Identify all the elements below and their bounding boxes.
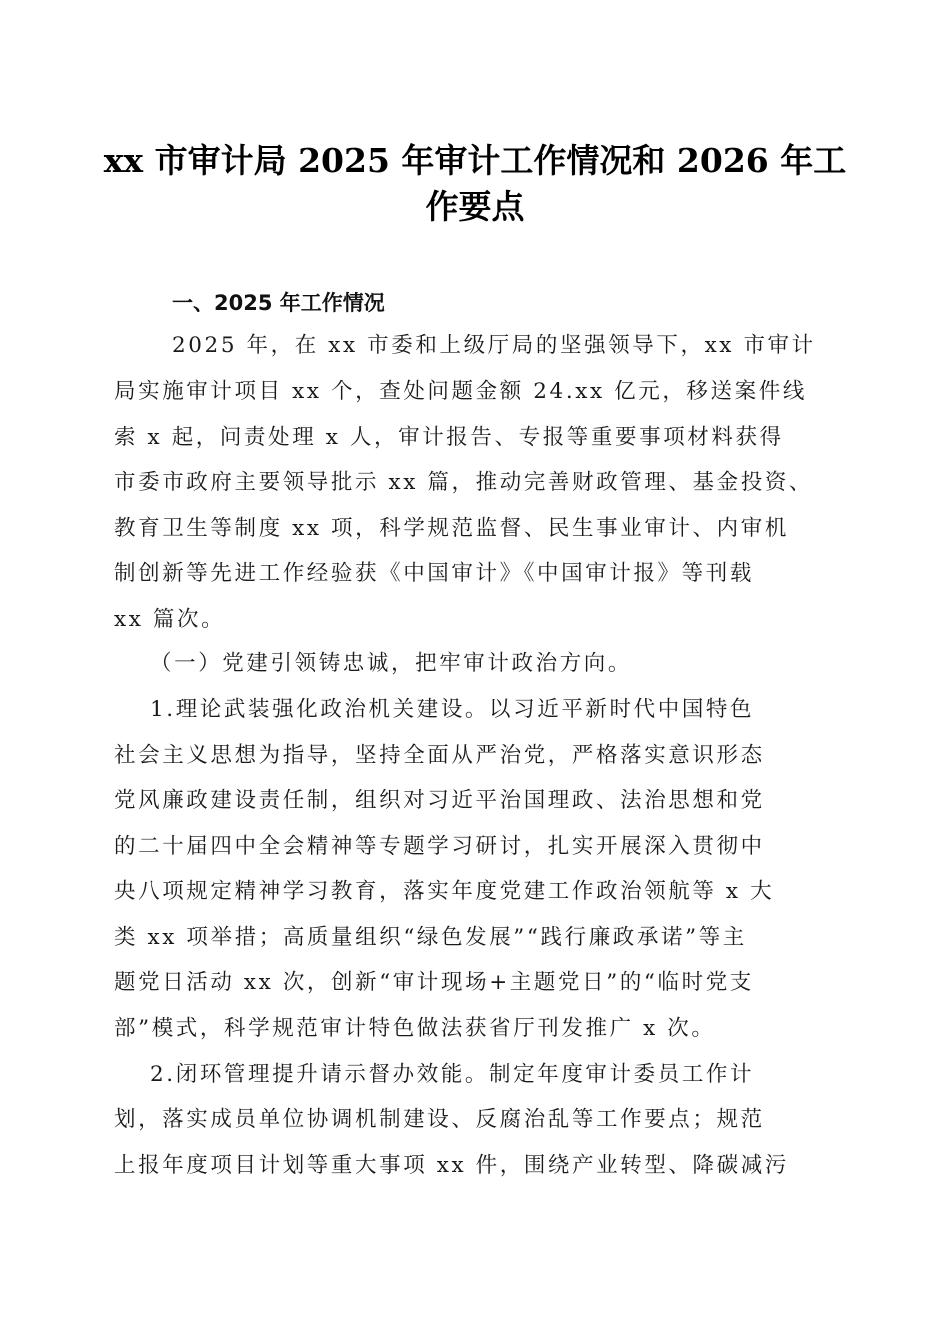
body-text-line: 局实施审计项目 xx 个，查处问题金额 24.xx 亿元，移送案件线 bbox=[114, 379, 807, 404]
title-line-1: xx 市审计局 2025 年审计工作情况和 2026 年工 bbox=[103, 141, 847, 180]
body-text-line: 类 xx 项举措；高质量组织“绿色发展”“践行廉政承诺”等主 bbox=[114, 925, 747, 950]
body-text-line: 1.理论武装强化政治机关建设。以习近平新时代中国特色 bbox=[150, 697, 755, 722]
body-text-line: 央八项规定精神学习教育，落实年度党建工作政治领航等 x 大 bbox=[114, 879, 775, 904]
body-text-line: 党风廉政建设责任制，组织对习近平治国理政、法治思想和党 bbox=[114, 788, 765, 813]
body-text-line: 的二十届四中全会精神等专题学习研讨，扎实开展深入贯彻中 bbox=[114, 834, 765, 859]
body-text-line: 题党日活动 xx 次，创新“审计现场+主题党日”的“临时党支 bbox=[114, 970, 754, 995]
document-title bbox=[100, 138, 850, 230]
body-text-line: 社会主义思想为指导，坚持全面从严治党，严格落实意识形态 bbox=[114, 743, 765, 768]
body-text-line: 2.闭环管理提升请示督办效能。制定年度审计委员工作计 bbox=[150, 1062, 755, 1087]
body-text-line: 2025 年，在 xx 市委和上级厅局的坚强领导下，xx 市审计 bbox=[172, 333, 816, 358]
title-line-2: 作要点 bbox=[425, 187, 525, 226]
body-text-line: 教育卫生等制度 xx 项，科学规范监督、民生事业审计、内审机 bbox=[114, 516, 789, 541]
body-text-line: （一）党建引领铸忠诚，把牢审计政治方向。 bbox=[150, 651, 633, 676]
body-text-line: 市委市政府主要领导批示 xx 篇，推动完善财政管理、基金投资、 bbox=[114, 470, 814, 495]
body-text-line: 索 x 起，问责处理 x 人，审计报告、专报等重要事项材料获得 bbox=[114, 425, 784, 450]
body-text-line: 划，落实成员单位协调机制建设、反腐治乱等工作要点；规范 bbox=[114, 1107, 765, 1132]
body-text-line: 上报年度项目计划等重大事项 xx 件，围绕产业转型、降碳减污 bbox=[114, 1153, 789, 1178]
section-heading-2025-work: 一、2025 年工作情况 bbox=[172, 291, 385, 315]
body-text-line: 制创新等先进工作经验获《中国审计》《中国审计报》等刊载 bbox=[114, 561, 754, 586]
body-text-line: xx 篇次。 bbox=[114, 607, 226, 632]
body-text-line: 部”模式，科学规范审计特色做法获省厅刊发推广 x 次。 bbox=[114, 1016, 716, 1041]
